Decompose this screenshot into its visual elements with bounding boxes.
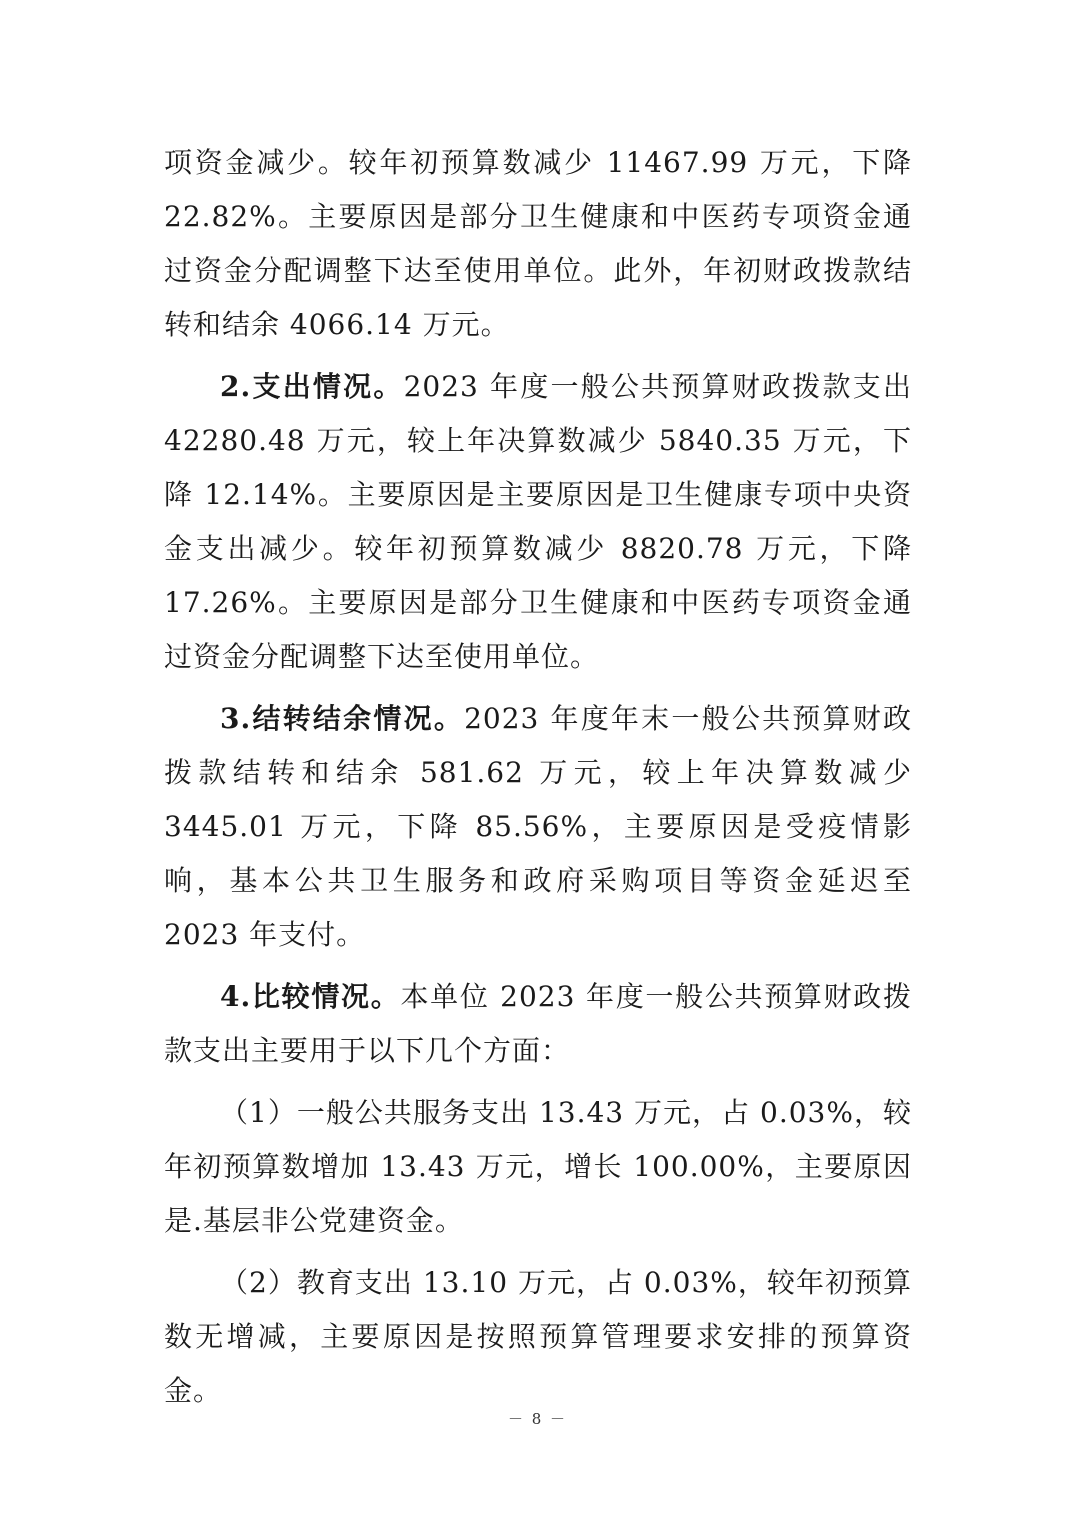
paragraph-text: 2023 年度一般公共预算财政拨款支出 42280.48 万元，较上年决算数减少 5840.35 万元，下降 12.14%。主要原因是主要原因是卫生健康专项中央资金支出减少。较年初预算数减少 8820.78 万元，下降 17.26%。主要原因是部分卫生健康和中医药专项资金通过资金分配调整下达至使用单位。	[164, 370, 912, 673]
paragraph-comparison	[164, 970, 912, 1078]
paragraph-text: 2023 年度年末一般公共预算财政拨款结转和结余 581.62 万元，较上年决算数减少 3445.01 万元，下降 85.56%，主要原因是受疫情影响，基本公共卫生服务和政府采购项目等资金延迟至 2023 年支付。	[164, 702, 912, 951]
section-heading-expenditure: 2.支出情况。	[220, 370, 404, 403]
page-number: － 8 －	[507, 1410, 568, 1428]
paragraph-text: （1）一般公共服务支出 13.43 万元，占 0.03%，较年初预算数增加 13.43 万元，增长 100.00%，主要原因是.基层非公党建资金。	[164, 1096, 912, 1237]
paragraph-text: 项资金减少。较年初预算数减少 11467.99 万元，下降 22.82%。主要原因是部分卫生健康和中医药专项资金通过资金分配调整下达至使用单位。此外，年初财政拨款结转和结余 4066.14 万元。	[164, 146, 912, 341]
paragraph-continued	[164, 136, 912, 352]
section-heading-carryover: 3.结转结余情况。	[220, 702, 465, 735]
document-body	[164, 136, 912, 1418]
paragraph-carryover	[164, 692, 912, 962]
paragraph-text: （2）教育支出 13.10 万元，占 0.03%，较年初预算数无增减，主要原因是按照预算管理要求安排的预算资金。	[164, 1266, 912, 1407]
paragraph-expenditure	[164, 360, 912, 684]
paragraph-text: 本单位 2023 年度一般公共预算财政拨款支出主要用于以下几个方面：	[164, 980, 913, 1067]
paragraph-item-1	[164, 1086, 912, 1248]
section-heading-comparison: 4.比较情况。	[220, 980, 401, 1013]
paragraph-item-2	[164, 1256, 912, 1418]
